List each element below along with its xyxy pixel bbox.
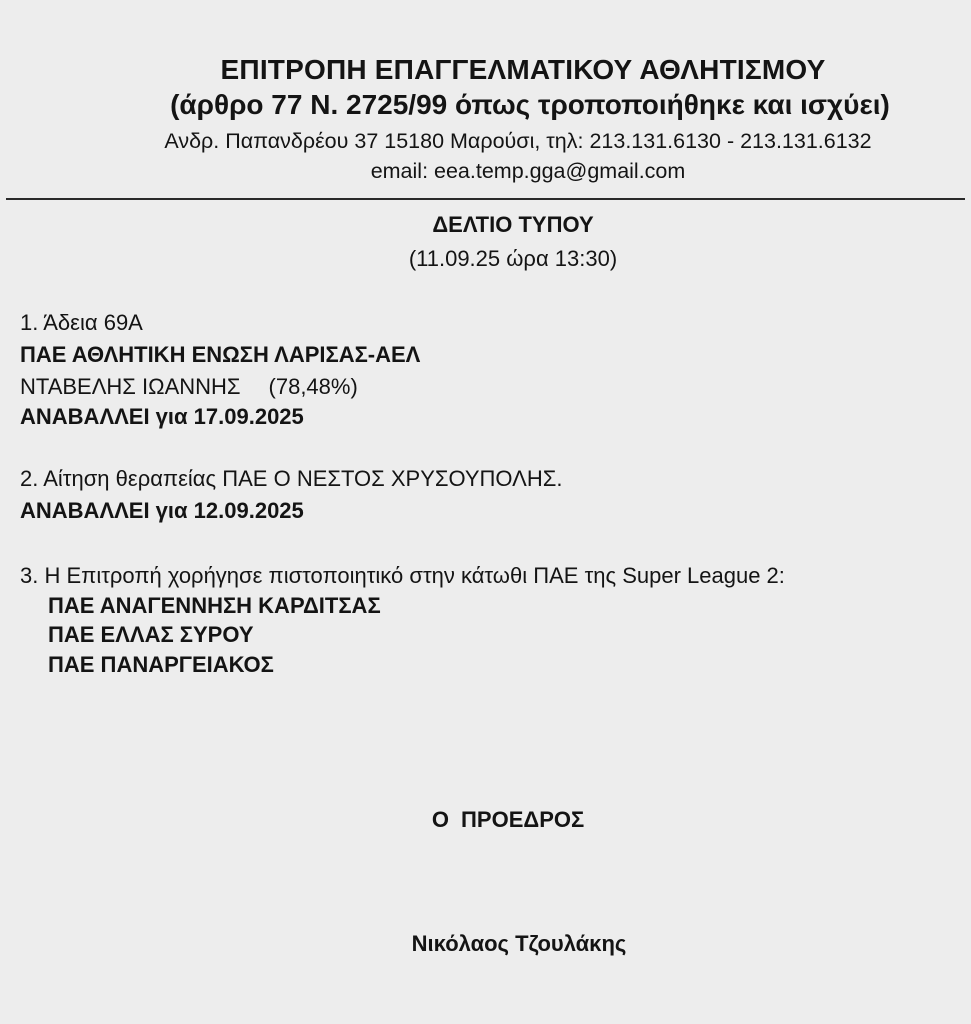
- press-release-datetime: (11.09.25 ώρα 13:30): [408, 246, 618, 271]
- item-1-person-row: [20, 374, 358, 400]
- signer-name: Νικόλαος Τζουλάκης: [411, 931, 627, 956]
- item-1-heading: 1. Άδεια 69Α: [20, 310, 143, 335]
- organization-address: Ανδρ. Παπανδρέου 37 15180 Μαρούσι, τηλ: 213.131.6130 - 213.131.6132: [164, 129, 872, 153]
- header-divider: [6, 198, 965, 200]
- item-1-decision: ΑΝΑΒΑΛΛΕΙ για 17.09.2025: [20, 404, 304, 429]
- item-3-club: ΠΑΕ ΕΛΛΑΣ ΣΥΡΟΥ: [48, 622, 254, 647]
- item-3-club: ΠΑΕ ΑΝΑΓΕΝΝΗΣΗ ΚΑΡΔΙΤΣΑΣ: [48, 593, 381, 618]
- legal-basis-subtitle: (άρθρο 77 Ν. 2725/99 όπως τροποποιήθηκε και ισχύει): [170, 89, 890, 120]
- president-title: Ο ΠΡΟΕΔΡΟΣ: [431, 807, 585, 832]
- item-2-heading: 2. Αίτηση θεραπείας ΠΑΕ Ο ΝΕΣΤΟΣ ΧΡΥΣΟΥΠΟΛΗΣ.: [20, 466, 563, 491]
- organization-email: email: eea.temp.gga@gmail.com: [370, 159, 686, 183]
- item-3-club: ΠΑΕ ΠΑΝΑΡΓΕΙΑΚΟΣ: [48, 652, 274, 677]
- item-1-club: ΠΑΕ ΑΘΛΗΤΙΚΗ ΕΝΩΣΗ ΛΑΡΙΣΑΣ-ΑΕΛ: [20, 342, 421, 367]
- item-1-person: ΝΤΑΒΕΛΗΣ ΙΩΑΝΝΗΣ: [20, 374, 241, 399]
- organization-title: ΕΠΙΤΡΟΠΗ ΕΠΑΓΓΕΛΜΑΤΙΚΟΥ ΑΘΛΗΤΙΣΜΟΥ: [220, 54, 826, 85]
- item-3-heading: 3. Η Επιτροπή χορήγησε πιστοποιητικό στην κάτωθι ΠΑΕ της Super League 2:: [20, 563, 785, 588]
- item-2-decision: ΑΝΑΒΑΛΛΕΙ για 12.09.2025: [20, 498, 304, 523]
- press-release-title: ΔΕΛΤΙΟ ΤΥΠΟΥ: [432, 212, 594, 237]
- item-1-percentage: (78,48%): [268, 374, 358, 399]
